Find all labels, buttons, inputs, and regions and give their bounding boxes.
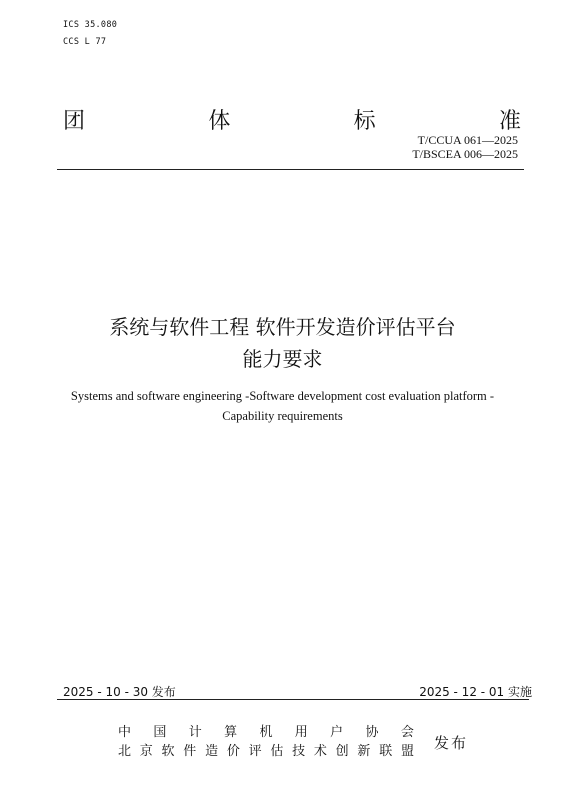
issuer-char: 术 <box>313 744 327 759</box>
standard-number-ccua: T/CCUA 061—2025 <box>417 133 518 147</box>
issuer-char: 京 <box>139 744 153 759</box>
issuer-char: 机 <box>259 725 273 740</box>
issuer-char: 估 <box>270 744 284 759</box>
standard-type-title <box>63 104 521 135</box>
issuer-char: 新 <box>357 744 371 759</box>
standard-type-char: 标 <box>353 109 376 134</box>
issuer-char: 联 <box>379 744 393 759</box>
title-english-line-1: Systems and software engineering -Software development cost evaluation platform - <box>70 389 495 403</box>
header-divider <box>57 169 524 170</box>
issuer-char: 盟 <box>400 744 414 759</box>
issuer-org-2 <box>118 740 414 759</box>
ccs-code: CCS L 77 <box>63 37 107 47</box>
title-english-line-2: Capability requirements <box>222 409 343 423</box>
issuer-char: 件 <box>183 744 197 759</box>
issuer-char: 北 <box>118 744 132 759</box>
standard-type-char: 团 <box>63 109 86 134</box>
issuer-char: 创 <box>335 744 349 759</box>
title-chinese-line-2: 能力要求 <box>242 347 323 371</box>
standard-number-bscea: T/BSCEA 006—2025 <box>412 147 518 161</box>
issuer-char: 用 <box>294 725 308 740</box>
issuer-char: 会 <box>400 725 414 740</box>
issuer-char: 评 <box>248 744 262 759</box>
issuer-char: 户 <box>330 725 344 740</box>
issuer-char: 算 <box>224 725 238 740</box>
issuer-char: 计 <box>188 725 202 740</box>
standard-type-char: 体 <box>208 109 231 134</box>
issuer-org-1 <box>118 721 414 740</box>
standard-type-char: 准 <box>498 109 521 134</box>
publish-label: 发布 <box>434 734 469 752</box>
implementation-date: 2025 - 12 - 01 实施 <box>419 685 532 699</box>
issuer-char: 价 <box>226 744 240 759</box>
issuer-char: 中 <box>118 725 132 740</box>
issuer-char: 软 <box>161 744 175 759</box>
issuer-char: 造 <box>205 744 219 759</box>
issuer-char: 技 <box>292 744 306 759</box>
issuer-char: 协 <box>365 725 379 740</box>
footer-divider <box>57 699 529 700</box>
title-chinese-line-1: 系统与软件工程 软件开发造价评估平台 <box>109 315 456 339</box>
ics-code: ICS 35.080 <box>63 20 118 30</box>
issuer-char: 国 <box>153 725 167 740</box>
issue-date: 2025 - 10 - 30 发布 <box>63 685 176 699</box>
